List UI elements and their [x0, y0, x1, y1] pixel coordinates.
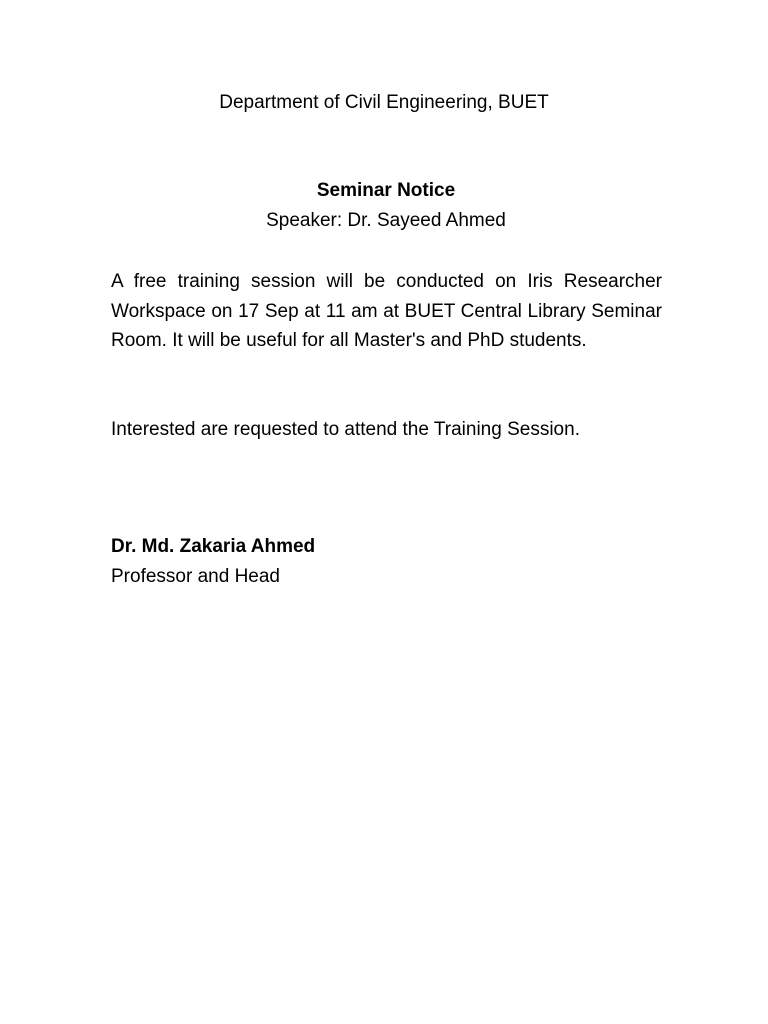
- department-heading: Department of Civil Engineering, BUET: [219, 92, 549, 113]
- signatory-designation: Professor and Head: [111, 566, 280, 587]
- notice-body: A free training session will be conducted on Iris Researcher Workspace on 17 Sep at 11 am at BUET Central Library Seminar Room. It will be useful for all Master's and PhD students.: [111, 271, 662, 351]
- signatory-name: Dr. Md. Zakaria Ahmed: [111, 536, 316, 557]
- attendance-request: Interested are requested to attend the Training Session.: [111, 419, 580, 440]
- speaker-line: Speaker: Dr. Sayeed Ahmed: [266, 210, 506, 231]
- notice-title: Seminar Notice: [316, 180, 456, 201]
